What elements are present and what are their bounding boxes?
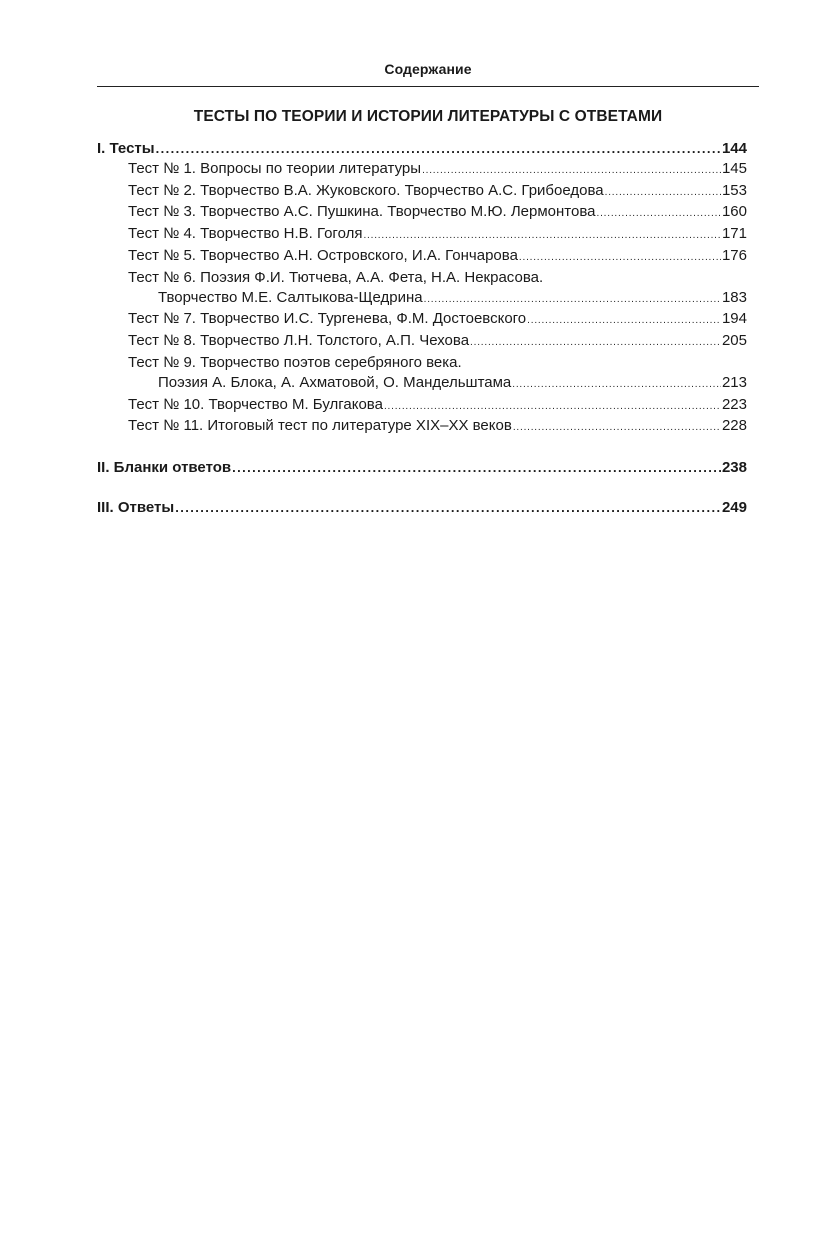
running-header [97, 0, 759, 87]
toc-entry-label: Тест № 2. Творчество В.А. Жуковского. Творчество А.С. Грибоедова [128, 181, 604, 199]
toc-entry-label: Тест № 11. Итоговый тест по литературе XIX–XX веков [128, 417, 512, 435]
toc-entry-label: Тест № 1. Вопросы по теории литературы [128, 159, 422, 177]
dot-leader [527, 309, 721, 331]
dot-leader [175, 498, 721, 518]
dot-leader [156, 139, 721, 159]
toc-page-number: 249 [721, 498, 747, 516]
page [97, 0, 759, 517]
toc-page-number: 205 [721, 332, 747, 350]
dot-leader [513, 416, 721, 438]
toc-section-answers[interactable] [97, 498, 747, 518]
toc-page-number: 160 [721, 203, 747, 221]
toc-entry[interactable] [97, 246, 747, 268]
toc-page-number: 153 [721, 181, 747, 199]
toc-section-label: I. Тесты [97, 140, 155, 157]
toc-entry-first-line[interactable]: Тест № 9. Творчество поэтов серебряного века. [128, 353, 462, 371]
dot-leader [512, 373, 721, 395]
toc-title: ТЕСТЫ ПО ТЕОРИИ И ИСТОРИИ ЛИТЕРАТУРЫ С ОТВЕТАМИ [193, 108, 663, 125]
toc-page-number: 238 [721, 458, 747, 476]
toc-entry[interactable] [97, 202, 747, 224]
toc-page-number: 183 [721, 288, 747, 306]
toc-entry-label: Поэзия А. Блока, А. Ахматовой, О. Мандельштама [158, 373, 512, 391]
toc-page-number: 194 [721, 310, 747, 328]
toc-entry[interactable] [97, 395, 747, 417]
toc-entry-label: Тест № 4. Творчество Н.В. Гоголя [128, 225, 363, 243]
dot-leader [363, 224, 721, 246]
dot-leader [424, 288, 721, 310]
toc-section-tests[interactable] [97, 139, 747, 159]
toc-section-answer-forms[interactable] [97, 458, 747, 478]
toc-entry-label: Тест № 10. Творчество М. Булгакова [128, 395, 383, 413]
spacer [97, 478, 747, 498]
toc-entry[interactable] [97, 309, 747, 331]
dot-leader [605, 181, 721, 203]
dot-leader [232, 458, 721, 478]
toc-page-number: 176 [721, 246, 747, 264]
spacer [97, 438, 747, 458]
toc-entry-label: Тест № 7. Творчество И.С. Тургенева, Ф.М. Достоевского [128, 310, 527, 328]
toc-page-number: 144 [721, 140, 747, 157]
toc-entry[interactable] [97, 288, 747, 310]
toc-entry-first-line[interactable]: Тест № 6. Поэзия Ф.И. Тютчева, А.А. Фета, Н.А. Некрасова. [128, 268, 544, 286]
toc-entry-label: Тест № 3. Творчество А.С. Пушкина. Творчество М.Ю. Лермонтова [128, 203, 596, 221]
dot-leader [519, 246, 721, 268]
toc-entry[interactable] [97, 181, 747, 203]
toc-page-number: 213 [721, 373, 747, 391]
toc-entry[interactable] [97, 416, 747, 438]
dot-leader [470, 331, 721, 353]
toc-page-number: 223 [721, 395, 747, 413]
toc-entry[interactable] [97, 373, 747, 395]
toc-entry-label: Творчество М.Е. Салтыкова-Щедрина [158, 288, 423, 306]
toc-page-number: 145 [721, 159, 747, 177]
dot-leader [422, 159, 721, 181]
table-of-contents [97, 139, 747, 517]
dot-leader [597, 202, 721, 224]
toc-entry[interactable] [97, 159, 747, 181]
toc-entry[interactable] [97, 331, 747, 353]
toc-section-label: III. Ответы [97, 498, 175, 516]
toc-page-number: 228 [721, 417, 747, 435]
toc-entry-label: Тест № 5. Творчество А.Н. Островского, И.А. Гончарова [128, 246, 518, 264]
toc-section-label: II. Бланки ответов [97, 458, 232, 476]
running-header-text: Содержание [384, 61, 472, 77]
dot-leader [384, 395, 721, 417]
toc-entry[interactable] [97, 224, 747, 246]
toc-entry-label: Тест № 8. Творчество Л.Н. Толстого, А.П. Чехова [128, 332, 470, 350]
toc-page-number: 171 [721, 225, 747, 243]
